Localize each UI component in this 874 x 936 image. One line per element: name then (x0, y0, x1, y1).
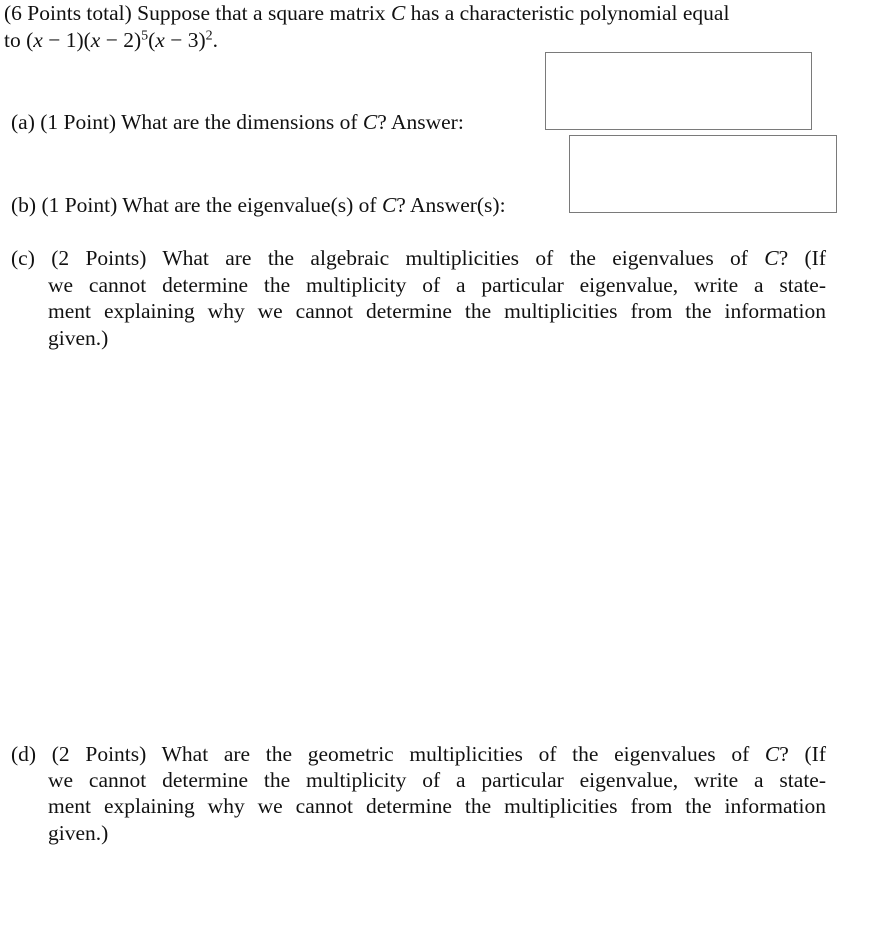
poly-factor-3-rest: − 3) (164, 28, 206, 52)
intro-text-end: has a characteristic polynomial equal (405, 1, 730, 25)
poly-factor-2-var: x (90, 28, 101, 52)
poly-factor-1-open: ( (26, 28, 34, 52)
answer-b-input[interactable] (569, 135, 837, 213)
poly-factor-2-open: ( (83, 28, 91, 52)
question-c-text-start: (c) (2 Points) What are the algebraic multiplicities of the eigenvalues of (11, 246, 765, 270)
poly-period: . (212, 28, 218, 52)
question-c-line-1 (11, 245, 826, 271)
poly-factor-2-rest: − 2) (100, 28, 142, 52)
matrix-variable: C (390, 1, 406, 25)
question-d-line-4: given.) (48, 821, 109, 845)
question-d-text-end: ? (If (779, 742, 826, 766)
question-c-variable: C (764, 246, 779, 270)
poly-factor-1-var: x (33, 28, 43, 52)
question-b-text: (b) (1 Point) What are the eigenvalue(s) of (11, 193, 382, 217)
poly-factor-1-rest: − 1) (42, 28, 84, 52)
question-c-text-end: ? (If (778, 246, 826, 270)
question-b-text-end: ? Answer(s): (396, 193, 506, 217)
question-d-line-3: ment explaining why we cannot determine the multiplicities from the information (48, 794, 826, 818)
question-c-line-4: given.) (48, 326, 109, 350)
question-a-text: (a) (1 Point) What are the dimensions of (11, 110, 363, 134)
poly-factor-3-open: ( (148, 28, 156, 52)
intro-line-1 (4, 0, 729, 26)
question-d-text-start: (d) (2 Points) What are the geometric multiplicities of the eigenvalues of (11, 742, 765, 766)
question-c-line-2: we cannot determine the multiplicity of a particular eigenvalue, write a state- (48, 273, 826, 297)
question-c-line-3: ment explaining why we cannot determine the multiplicities from the information (48, 299, 826, 323)
question-a (11, 109, 464, 135)
question-d-variable: C (764, 742, 780, 766)
question-a-variable: C (362, 110, 378, 134)
poly-factor-3-exponent: 2 (205, 28, 213, 44)
poly-prefix: to (4, 28, 27, 52)
question-d-line-1 (11, 741, 826, 767)
characteristic-polynomial (4, 27, 218, 53)
question-b (11, 192, 506, 218)
question-a-text-end: ? Answer: (377, 110, 464, 134)
poly-factor-2-exponent: 5 (141, 28, 149, 44)
answer-a-input[interactable] (545, 52, 812, 130)
question-d-line-2: we cannot determine the multiplicity of a particular eigenvalue, write a state- (48, 768, 826, 792)
intro-text-start: (6 Points total) Suppose that a square matrix (4, 1, 391, 25)
poly-factor-3-var: x (155, 28, 165, 52)
question-b-variable: C (381, 193, 397, 217)
